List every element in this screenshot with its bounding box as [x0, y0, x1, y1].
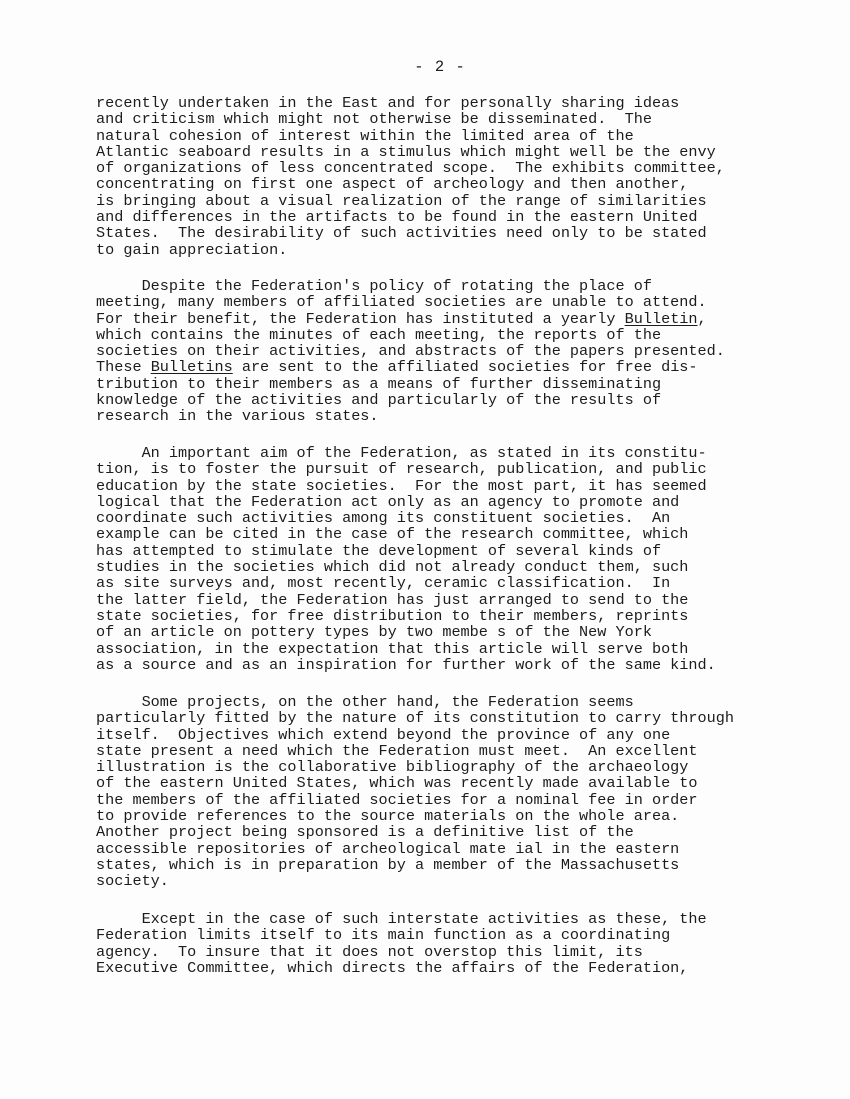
paragraph-1 [96, 95, 725, 258]
text-line: to provide references to the source materials on the whole area. [96, 807, 680, 826]
text-line: agency. To insure that it does not overstop this limit, its [96, 942, 643, 961]
text-line: Another project being sponsored is a definitive list of the [96, 823, 634, 842]
text-line: meeting, many members of affiliated societies are unable to attend. [96, 293, 707, 312]
text-line: illustration is the collaborative bibliography of the archaeology [96, 758, 689, 777]
text-line: tion, is to foster the pursuit of research, publication, and public [96, 460, 707, 479]
paragraph-5 [96, 911, 707, 976]
text-line: is bringing about a visual realization of the range of similarities [96, 191, 707, 210]
text-line: itself. Objectives which extend beyond the province of any one [96, 725, 671, 744]
text-line: the latter field, the Federation has just arranged to send to the [96, 590, 689, 609]
text-line: which contains the minutes of each meeting, the reports of the [96, 325, 662, 344]
text-line: particularly fitted by the nature of its constitution to carry through [96, 709, 734, 728]
bulletin-title: Bulletin [624, 309, 698, 328]
text-line: association, in the expectation that this article will serve both [96, 639, 689, 658]
text-line: and criticism which might not otherwise be disseminated. The [96, 110, 652, 129]
paragraph-4 [96, 694, 734, 890]
text-segment: are sent to the affiliated societies for free dis- [232, 358, 698, 377]
text-line: logical that the Federation act only as an agency to promote and [96, 492, 680, 511]
page-number: - 2 - [414, 58, 466, 76]
text-line: of the eastern United States, which was recently made available to [96, 774, 698, 793]
text-line: Some projects, on the other hand, the Federation seems [96, 693, 634, 711]
text-line [96, 311, 725, 327]
text-line: States. The desirability of such activities need only to be stated [96, 224, 707, 243]
text-line: societies on their activities, and abstracts of the papers presented. [96, 342, 725, 361]
text-line: of an article on pottery types by two membe s of the New York [96, 623, 652, 642]
text-line: of organizations of less concentrated scope. The exhibits committee, [96, 159, 725, 178]
text-line: state societies, for free distribution to their members, reprints [96, 606, 689, 625]
text-line: concentrating on first one aspect of archeology and then another, [96, 175, 689, 194]
text-line: recently undertaken in the East and for personally sharing ideas [96, 94, 680, 112]
text-line [96, 359, 725, 375]
text-line: to gain appreciation. [96, 240, 288, 259]
paragraph-2 [96, 278, 725, 425]
text-line: Despite the Federation's policy of rotating the place of [96, 277, 652, 295]
text-line: society. [96, 872, 169, 891]
text-line: has attempted to stimulate the development of several kinds of [96, 541, 662, 560]
text-segment: , [697, 309, 707, 328]
paragraph-3 [96, 445, 716, 673]
text-segment: For their benefit, the Federation has instituted a yearly [96, 309, 625, 328]
text-line: states, which is in preparation by a member of the Massachusetts [96, 855, 680, 874]
text-line: state present a need which the Federation must meet. An excellent [96, 741, 698, 760]
text-line: the members of the affiliated societies for a nominal fee in order [96, 790, 698, 809]
text-line: tribution to their members as a means of further disseminating [96, 374, 662, 393]
text-line: Executive Committee, which directs the affairs of the Federation, [96, 958, 689, 977]
text-line: accessible repositories of archeological mate ial in the eastern [96, 839, 680, 858]
text-line: research in the various states. [96, 407, 379, 426]
text-line: and differences in the artifacts to be found in the eastern United [96, 208, 698, 227]
text-line: Except in the case of such interstate activities as these, the [96, 910, 707, 928]
text-line: as a source and as an inspiration for further work of the same kind. [96, 655, 716, 674]
text-line: natural cohesion of interest within the limited area of the [96, 126, 634, 145]
text-line: Atlantic seaboard results in a stimulus which might well be the envy [96, 142, 716, 161]
text-line: education by the state societies. For the most part, it has seemed [96, 476, 707, 495]
text-line: example can be cited in the case of the research committee, which [96, 525, 689, 544]
bulletins-title: Bulletins [150, 358, 233, 377]
text-line: coordinate such activities among its constituent societies. An [96, 509, 671, 528]
text-line: An important aim of the Federation, as stated in its constitu- [96, 444, 707, 462]
text-line: Federation limits itself to its main function as a coordinating [96, 926, 671, 945]
text-line: as site surveys and, most recently, ceramic classification. In [96, 574, 671, 593]
text-line: studies in the societies which did not already conduct them, such [96, 558, 689, 577]
text-segment: These [96, 358, 151, 377]
text-line: knowledge of the activities and particularly of the results of [96, 391, 662, 410]
